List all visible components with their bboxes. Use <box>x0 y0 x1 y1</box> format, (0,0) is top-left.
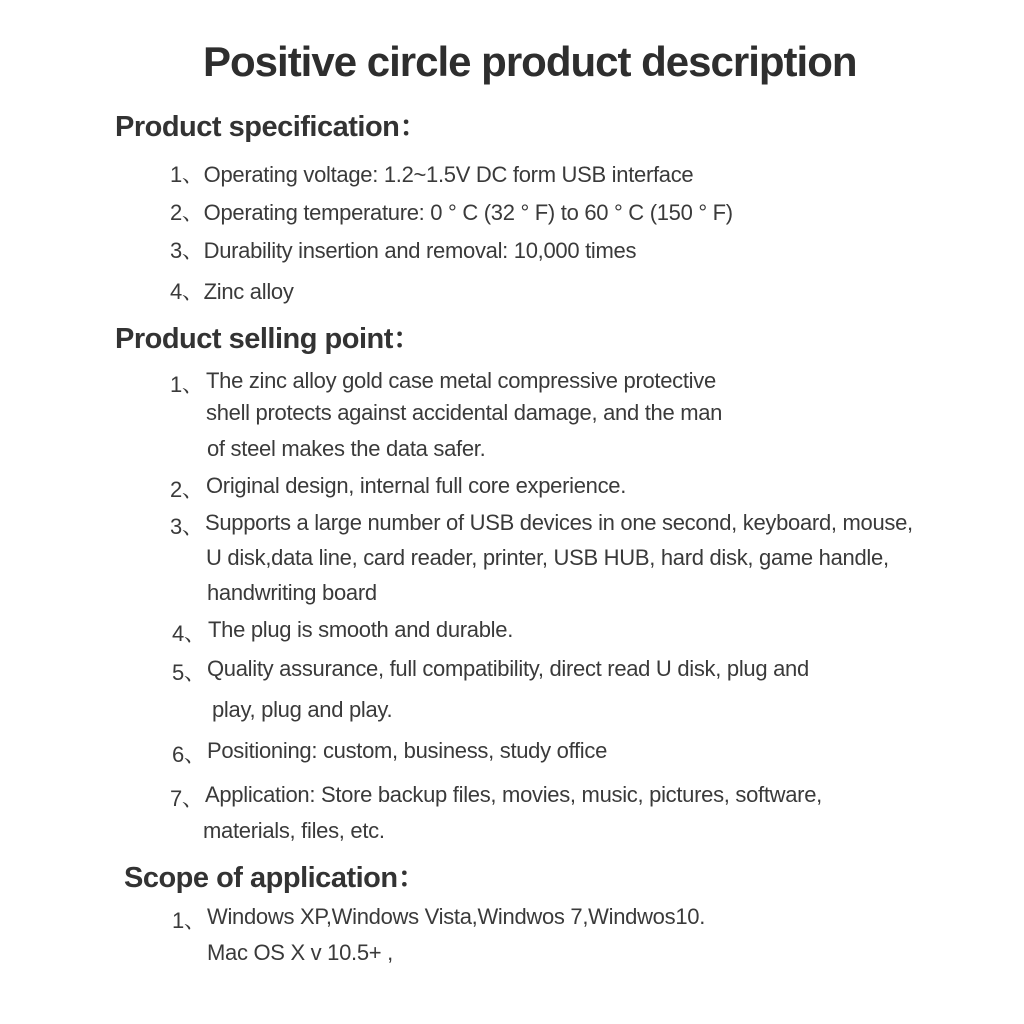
selling-point-3-line-1: Supports a large number of USB devices in one second, keyboard, mouse, <box>205 510 913 535</box>
selling-point-5-line-1: Quality assurance, full compatibility, direct read U disk, plug and <box>207 656 809 681</box>
selling-point-number-2: 2、 <box>170 477 204 502</box>
selling-point-number-6: 6、 <box>172 742 206 767</box>
scope-heading: Scope of application： <box>124 862 427 894</box>
selling-point-heading: Product selling point： <box>115 323 422 355</box>
selling-point-7-line-2: materials, files, etc. <box>203 818 385 843</box>
selling-point-number-4: 4、 <box>172 621 206 646</box>
specification-item-2: 2、Operating temperature: 0 ° C (32 ° F) to 60 ° C (150 ° F) <box>170 200 733 225</box>
selling-point-number-7: 7、 <box>170 786 204 811</box>
specification-item-4: 4、Zinc alloy <box>170 279 294 304</box>
scope-number-1: 1、 <box>172 908 206 933</box>
selling-point-number-5: 5、 <box>172 660 206 685</box>
selling-point-4-line-1: The plug is smooth and durable. <box>208 617 514 642</box>
specification-heading: Product specification： <box>115 111 428 143</box>
selling-point-7-line-1: Application: Store backup files, movies, music, pictures, software, <box>205 782 822 807</box>
specification-item-1: 1、Operating voltage: 1.2~1.5V DC form USB interface <box>170 162 694 187</box>
selling-point-1-line-3: of steel makes the data safer. <box>207 436 486 461</box>
selling-point-1-line-2: shell protects against accidental damage, and the man <box>206 400 723 425</box>
selling-point-5-line-2: play, plug and play. <box>212 697 393 722</box>
selling-point-number-1: 1、 <box>170 372 204 397</box>
specification-item-3: 3、Durability insertion and removal: 10,000 times <box>170 238 637 263</box>
scope-1-line-2: Mac OS X v 10.5+ , <box>207 940 393 965</box>
selling-point-2-line-1: Original design, internal full core experience. <box>206 473 627 498</box>
selling-point-1-line-1: The zinc alloy gold case metal compressive protective <box>206 368 716 393</box>
selling-point-3-line-3: handwriting board <box>207 580 377 605</box>
selling-point-number-3: 3、 <box>170 514 204 539</box>
scope-1-line-1: Windows XP,Windows Vista,Windwos 7,Windwos10. <box>207 904 706 929</box>
page-title: Positive circle product description <box>203 38 857 85</box>
selling-point-6-line-1: Positioning: custom, business, study office <box>207 738 608 763</box>
selling-point-3-line-2: U disk,data line, card reader, printer, USB HUB, hard disk, game handle, <box>206 545 889 570</box>
